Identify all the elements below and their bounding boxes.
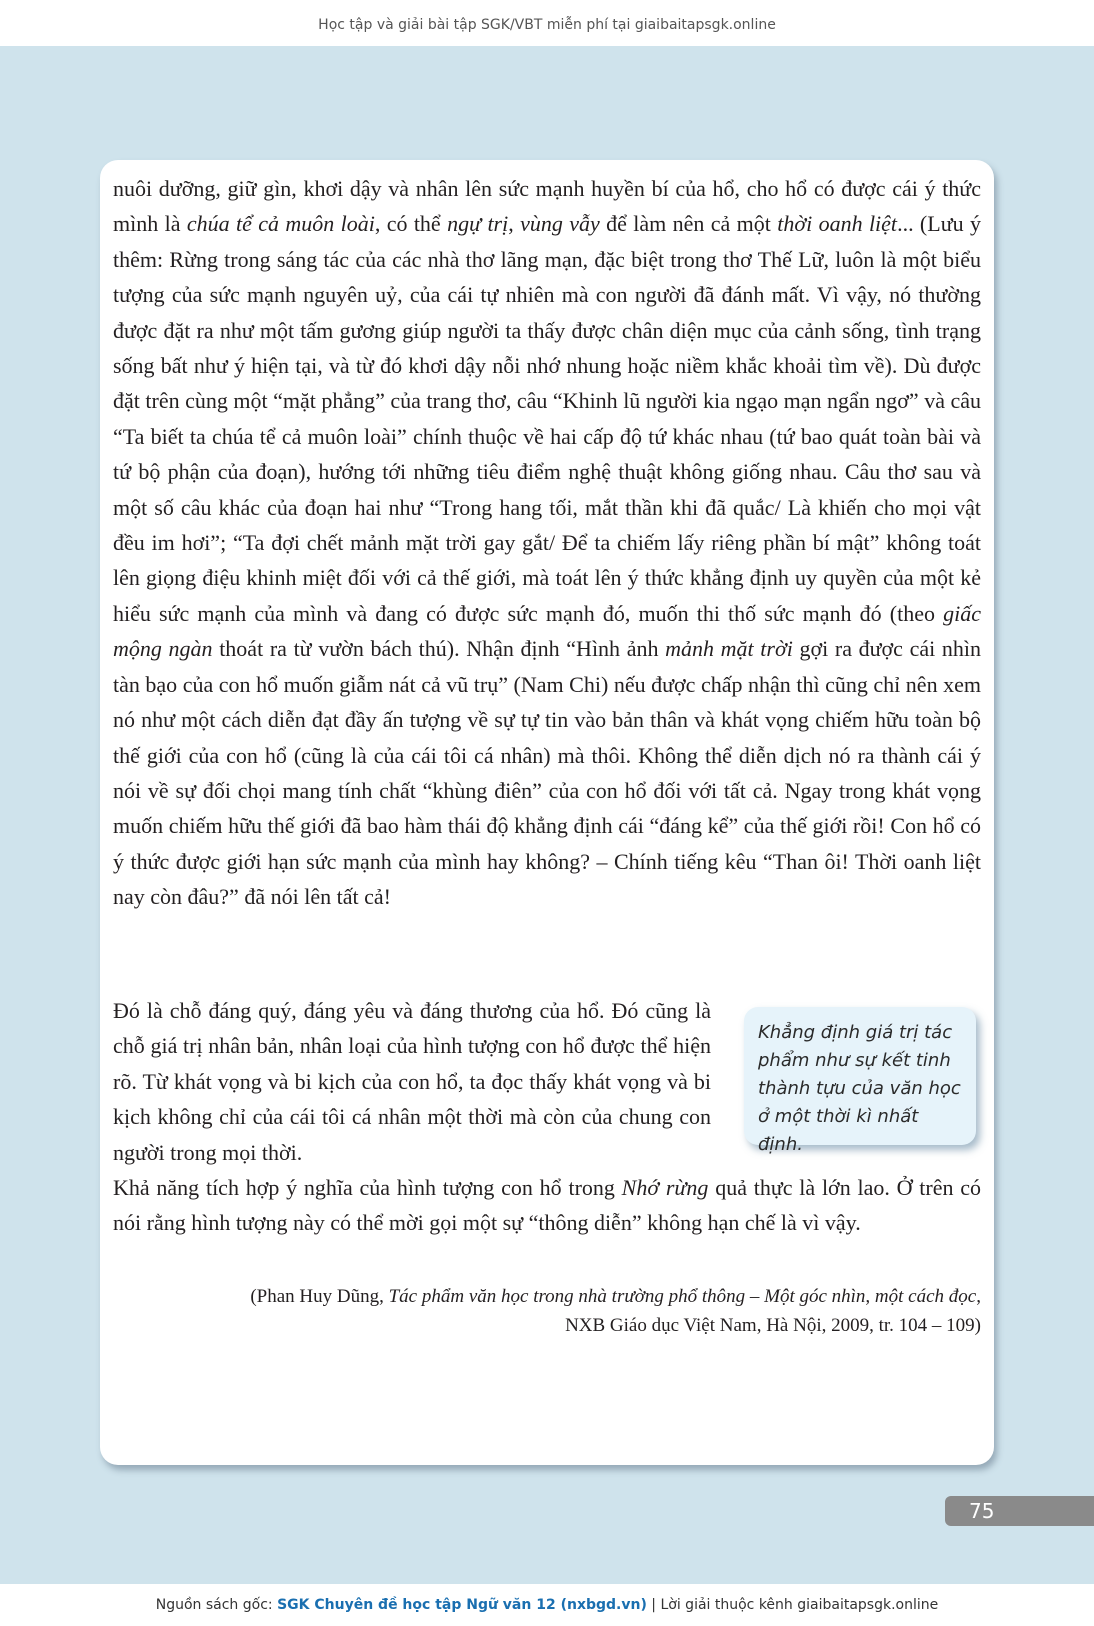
paragraph-beside-note: Đó là chỗ đáng quý, đáng yêu và đáng thương của hổ. Đó cũng là chỗ giá trị nhân bản, nhân loại của hình tượng con hổ được thể hiện rõ. Từ khát vọng và bi kịch của con hổ, ta đọc thấy khát vọng và bi kịch không chỉ của cái tôi cá nhân một thời mà còn của chung con người trong mọi thời. (113, 998, 711, 1165)
main-paragraph: nuôi dưỡng, giữ gìn, khơi dậy và nhân lên sức mạnh huyền bí của hổ, cho hổ có được cái ý thức mình là chúa tể cả muôn loài, có thể ngự trị, vùng vẫy để làm nên cả một thời oanh liệt... (Lưu ý thêm: Rừng trong sáng tác của các nhà thơ lãng mạn, đặc biệt trong thơ Thế Lữ, luôn là một biểu tượng của sức mạnh nguyên uỷ, của cái tự nhiên mà con người đã đánh mất. Vì vậy, nó thường được đặt ra như một tấm gương giúp người ta thấy được chân diện mục của cảnh sống, tình trạng sống bất như ý hiện tại, và từ đó khơi dậy nỗi nhớ nhung hoặc niềm khắc khoải tìm về). Dù được đặt trên cùng một “mặt phẳng” của trang thơ, câu “Khinh lũ người kia ngạo mạn ngẩn ngơ” và câu “Ta biết ta chúa tể cả muôn loài” chính thuộc về hai cấp độ tứ khác nhau (tứ bao quát toàn bài và tứ bộ phận của đoạn), hướng tới những tiêu điểm nghệ thuật không giống nhau. Câu thơ sau và một số câu khác của đoạn hai như “Trong hang tối, mắt thần khi đã quắc/ Là khiến cho mọi vật đều im hơi”; “Ta đợi chết mảnh mặt trời gay gắt/ Để ta chiếm lấy riêng phần bí mật” không toát lên giọng điệu khinh miệt đối với cả thế giới, mà toát lên ý thức khẳng định uy quyền của một kẻ hiểu sức mạnh của mình và đang có được sức mạnh đó, muốn thi thố sức mạnh đó (theo giấc mộng ngàn thoát ra từ vườn bách thú). Nhận định “Hình ảnh mảnh mặt trời gợi ra được cái nhìn tàn bạo của con hổ muốn giẫm nát cả vũ trụ” (Nam Chi) nếu được chấp nhận thì cũng chỉ nên xem nó như một cách diễn đạt đầy ấn tượng về sự tự tin vào bản thân và khát vọng chiếm hữu toàn bộ thế giới của con hổ (cũng là của cái tôi cá nhân) mà thôi. Không thể diễn dịch nó ra thành cái ý nói về sự đối chọi mang tính chất “khùng điên” của con hổ đối với tất cả. Ngay trong khát vọng muốn chiếm hữu thế giới đã bao hàm thái độ khẳng định cái “đáng kể” của thế giới rồi! Con hổ có ý thức được giới hạn sức mạnh của mình hay không? – Chính tiếng kêu “Than ôi! Thời oanh liệt nay còn đâu?” đã nói lên tất cả! (113, 176, 982, 910)
page-number: 75 (945, 1496, 1094, 1526)
source-citation: (Phan Huy Dũng, Tác phẩm văn học trong nhà trường phổ thông – Một góc nhìn, một cách đọc, NXB Giáo dục Việt Nam, Hà Nội, 2009, tr. 104 – 109) (250, 1286, 981, 1336)
closing-paragraph: Khả năng tích hợp ý nghĩa của hình tượng con hổ trong Nhớ rừng quả thực là lớn lao. Ở trên có nói rằng hình tượng này có thể mời gọi một sự “thông diễn” không hạn chế là vì vậy. (113, 1175, 981, 1236)
bottom-banner: Nguồn sách gốc: SGK Chuyên đề học tập Ngữ văn 12 (nxbgd.vn) | Lời giải thuộc kênh giaibaitapsgk.online (0, 1584, 1094, 1626)
top-banner: Học tập và giải bài tập SGK/VBT miễn phí tại giaibaitapsgk.online (0, 0, 1094, 46)
margin-note: Khẳng định giá trị tác phẩm như sự kết tinh thành tựu của văn học ở một thời kì nhất định. (744, 1007, 976, 1145)
book-source-link[interactable]: SGK Chuyên đề học tập Ngữ văn 12 (nxbgd.vn) (277, 1597, 647, 1613)
